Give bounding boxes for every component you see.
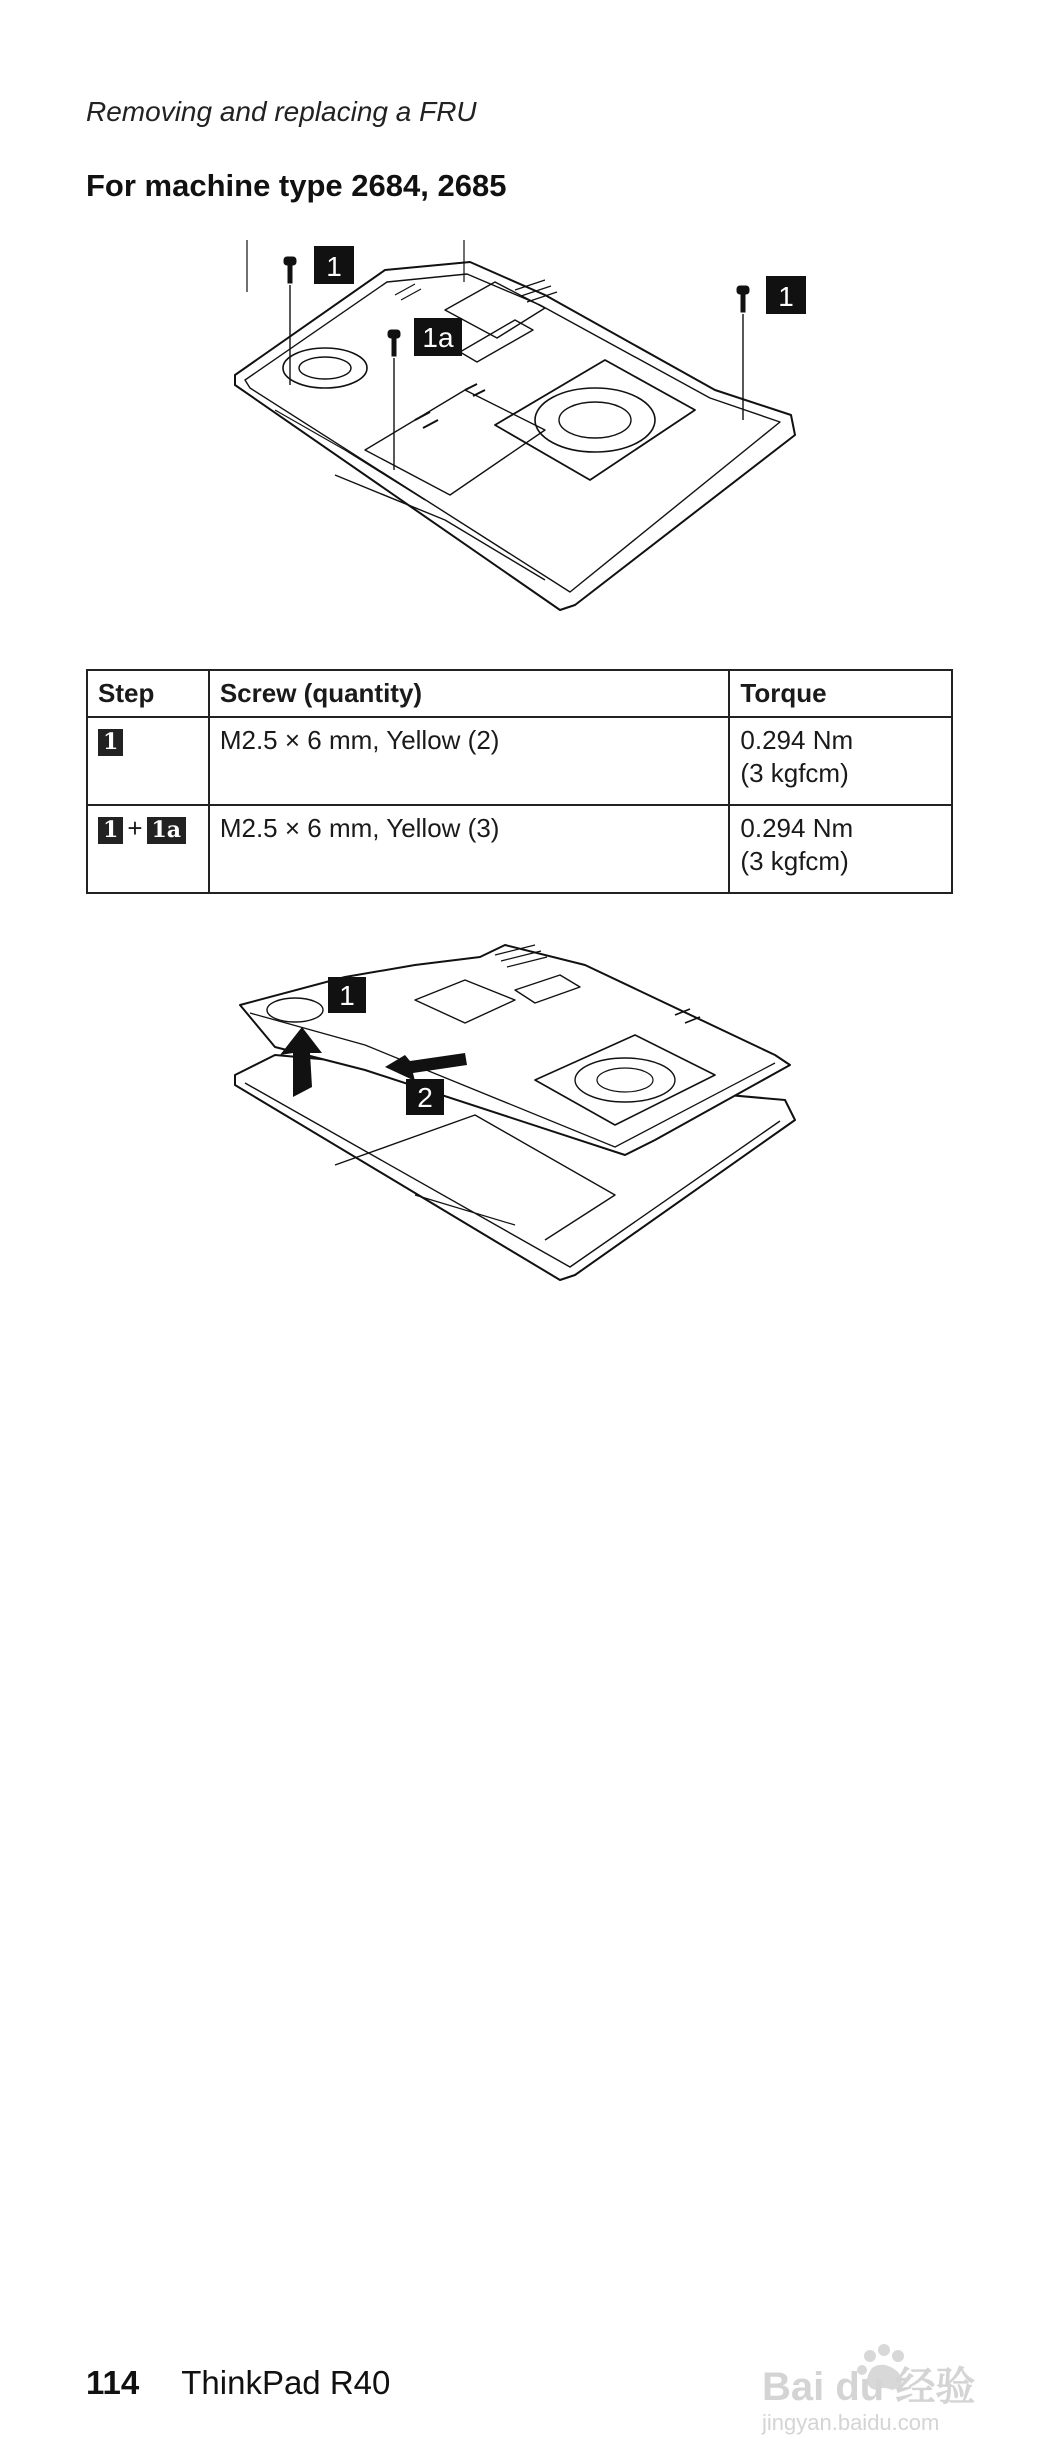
torque-nm: 0.294 Nm [740,813,854,843]
screw-table [86,669,953,894]
table-row [87,717,952,805]
callout-label: 2 [417,1082,433,1113]
step-joiner: + [127,813,143,843]
step-badge: 1 [98,729,123,756]
callout-label: 1 [339,980,355,1011]
torque-cell [729,717,952,805]
torque-nm: 0.294 Nm [740,725,854,755]
book-title: ThinkPad R40 [181,2364,391,2401]
torque-kgfcm: (3 kgfcm) [740,846,849,876]
watermark-brand: Bai du 经验 [762,2365,976,2409]
screw-cell: M2.5 × 6 mm, Yellow (2) [209,717,730,805]
screw-icon [737,286,749,312]
torque-kgfcm: (3 kgfcm) [740,758,849,788]
screw-icon [284,257,296,283]
callout-label: 1a [422,322,454,353]
column-header-torque: Torque [729,670,952,717]
screw-icon [388,330,400,356]
system-board [240,945,790,1155]
watermark-url: jingyan.baidu.com [762,2410,940,2435]
page-number: 114 [86,2364,140,2401]
board-removal-diagram [215,935,815,1300]
column-header-screw: Screw (quantity) [209,670,730,717]
torque-cell [729,805,952,893]
column-header-step: Step [87,670,209,717]
step-badge: 1 [98,817,123,844]
page-heading: For machine type 2684, 2685 [86,168,507,203]
callout-label: 1 [326,251,342,282]
step-cell [87,805,209,893]
baidu-watermark-logo [752,2338,1012,2438]
page-footer [86,2364,390,2402]
screw-cell: M2.5 × 6 mm, Yellow (3) [209,805,730,893]
callout-label: 1 [778,281,794,312]
section-header: Removing and replacing a FRU [86,96,477,127]
table-header-row [87,670,952,717]
step-badge: 1a [147,817,187,844]
step-cell [87,717,209,805]
figure1-callouts [0,0,1044,640]
table-row [87,805,952,893]
